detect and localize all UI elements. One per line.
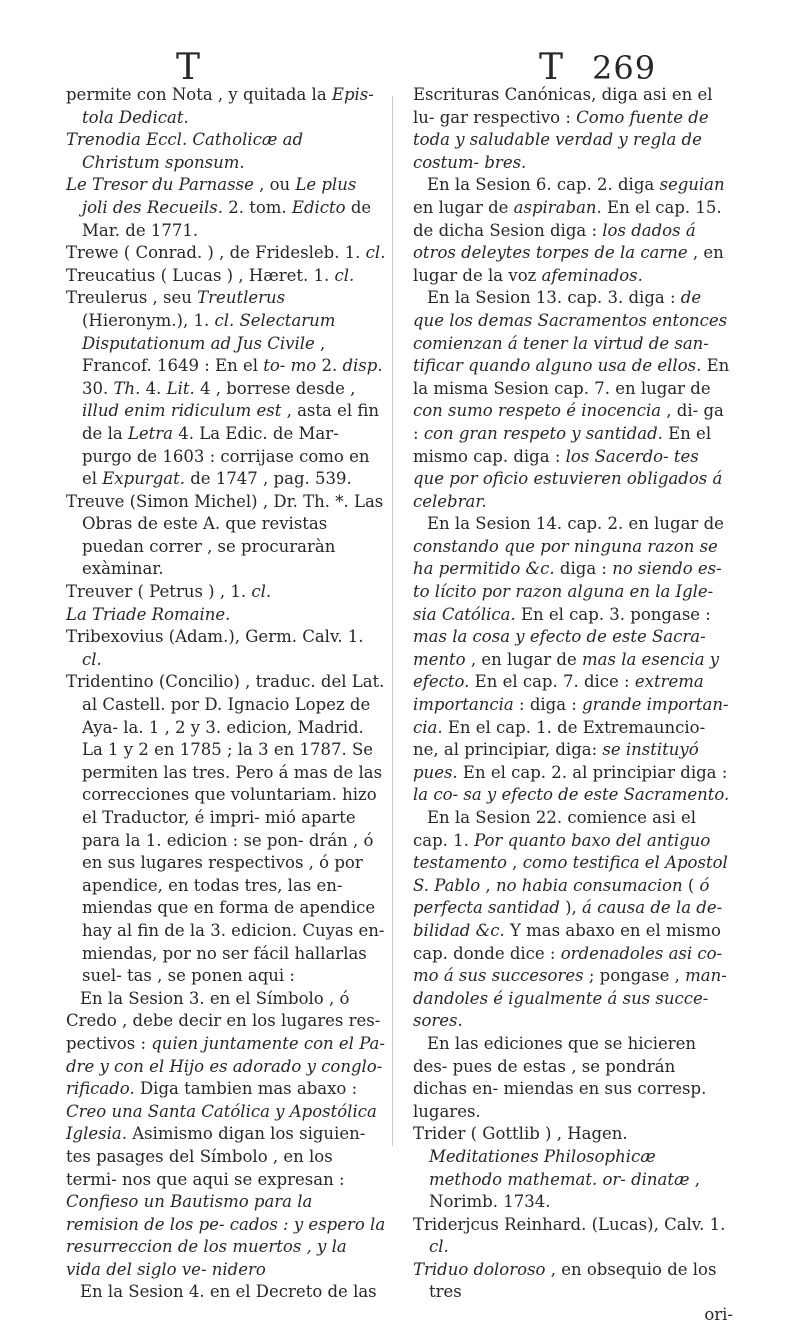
text-run: En la Sesion 22. comience asi el cap. 1. [413, 808, 696, 850]
italic-text: illud enim ridiculum est [82, 401, 282, 421]
text-run: , en obsequio de los tres [429, 1259, 717, 1302]
italic-text: los dados á otros deleytes torpes de la carne [413, 220, 696, 263]
paragraph [66, 129, 386, 174]
column-divider [392, 96, 393, 1146]
italic-text: mo [290, 356, 317, 376]
italic-text: Confieso un Bautismo para la remision de los pe- cados : y espero la resurreccion de los muertos , y la vida del siglo ve- nidero [66, 1192, 386, 1279]
text-run: Treuver ( Petrus ) , 1. [66, 582, 252, 602]
italic-text: Como fuente de toda y saludable verdad y regla de costum- bres. [413, 107, 709, 172]
text-run: , di- ga : [413, 401, 724, 443]
page-number: 269 [592, 49, 657, 87]
italic-text: con sumo respeto é inocencia [413, 401, 662, 421]
italic-text: cl. [82, 649, 102, 669]
text-run: Treucatius ( Lucas ) , Hæret. 1. [66, 265, 335, 285]
italic-text: Por quanto baxo del antiguo testamento [413, 830, 711, 873]
paragraph [413, 174, 733, 287]
italic-text: los Sacerdo- tes que por oficio estuvieren obligados á celebrar. [413, 446, 723, 511]
italic-text: Treutlerus [197, 288, 286, 308]
text-run: ( [682, 875, 700, 895]
italic-text: Trenodia Eccl. Catholicæ ad Christum sponsum. [66, 130, 304, 172]
text-run: En la misma Sesion cap. 7. en lugar de [413, 356, 730, 398]
paragraph [413, 1033, 733, 1123]
italic-text: se instituyó pues. [413, 740, 699, 782]
text-run: Treuve (Simon Michel) , Dr. Th. *. Las Obras de este A. que revistas puedan correr , se procuraràn exàminar. [66, 491, 384, 579]
italic-text: Epis- [331, 85, 374, 104]
right-text-column [413, 84, 733, 1327]
text-run: En la Sesion 4. en el Decreto de las [80, 1282, 377, 1302]
text-run: , en lugar de la voz [413, 243, 724, 285]
text-run: En el cap. 1. de Extremauncio- ne, al principiar, diga: [413, 717, 706, 760]
italic-text: Triduo doloroso [413, 1259, 546, 1279]
text-run: 30. [82, 378, 114, 398]
text-run: en lugar de [413, 197, 514, 217]
text-run: En el cap. 2. al principiar diga : [457, 762, 728, 782]
text-run: , [480, 875, 496, 895]
text-run: Trewe ( Conrad. ) , de Fridesleb. 1. [66, 243, 366, 263]
italic-text: á causa de la de- bilidad &c. [413, 898, 723, 940]
text-run: Tridentino (Concilio) , traduc. del Lat. al Castell. por D. Ignacio Lopez de Aya- la. 1 , 2 y 3. edicion, Madrid. La 1 y 2 en 1785 ; la 3 en 1787. Se permiten las tres. Pero á mas de las correcciones que voluntariam. hizo el Traductor, é impri- mió aparte para la 1. edicion : se pon- drán , ó en sus lugares respectivos , ó por apendice, en todas tres, las en- miendas que en forma de apendice hay al fin de la 3. edicion. Cuyas en- miendas, por no ser fácil hallarlas suel- tas , se ponen aqui : [66, 672, 385, 986]
italic-text: constando que por ninguna razon se ha permitido &c. [413, 536, 718, 579]
italic-text: cl. [334, 265, 355, 285]
italic-text: Lit. [166, 378, 195, 398]
italic-text: no habia consumacion [495, 875, 683, 895]
italic-text: to- [263, 356, 286, 376]
paragraph [66, 287, 386, 490]
text-run: En el mismo cap. diga : [413, 423, 712, 466]
paragraph [66, 626, 386, 671]
text-run: En la Sesion 6. cap. 2. diga [427, 175, 660, 195]
text-run: , [506, 853, 523, 873]
paragraph [66, 604, 386, 627]
text-run: En el cap. 15. de dicha Sesion diga : [413, 197, 722, 240]
italic-text: La Triade Romaine. [66, 604, 231, 624]
italic-text: Expurgat. [102, 469, 185, 489]
paragraph [413, 84, 733, 174]
text-run: , ou [253, 175, 296, 195]
text-run: 2. [316, 356, 343, 376]
text-run: , Norimb. 1734. [429, 1169, 701, 1212]
paragraph [66, 1281, 386, 1304]
italic-text: Th. [113, 378, 141, 398]
paragraph [413, 1259, 733, 1304]
paragraph [66, 491, 386, 581]
text-run: ; pongase , [583, 966, 686, 986]
text-run: 4. La Edic. de Mar- purgo de 1603 : corrijase como en el [82, 423, 370, 489]
paragraph [66, 671, 386, 987]
text-run: Treulerus , seu [66, 288, 198, 308]
italic-text: man- dandoles é igualmente á sus succe- sores. [413, 966, 727, 1031]
italic-text: Creo una Santa Católica y Apostólica Iglesia. [66, 1101, 377, 1144]
text-run: En la Sesion 13. cap. 3. diga : [427, 288, 681, 308]
paragraph [66, 242, 386, 265]
text-run: Triderjcus Reinhard. (Lucas), Calv. 1. [413, 1214, 726, 1234]
paragraph [66, 265, 386, 288]
italic-text: aspiraban. [513, 197, 602, 217]
italic-text: cl. [365, 243, 386, 263]
text-run: Diga tambien mas abaxo : [134, 1079, 358, 1099]
text-run: de Mar. de 1771. [82, 197, 372, 240]
left-column-letter: T [176, 47, 202, 88]
text-run: 4. [140, 378, 167, 398]
text-run: En las ediciones que se hicieren des- pues de estas , se pondrán dichas en- miendas en sus corresp. lugares. [413, 1033, 707, 1121]
text-run: En la Sesion 3. en el Símbolo , ó Credo , debe decir en los lugares res- pectivos : [66, 988, 381, 1053]
italic-text: cl. [429, 1237, 449, 1257]
italic-text: Edicto [291, 197, 346, 217]
italic-text: afeminados. [541, 265, 643, 285]
text-run: , Francof. 1649 : En el [82, 333, 326, 376]
italic-text: Letra [127, 423, 174, 443]
text-run: de 1747 , pag. 539. [185, 469, 352, 489]
text-run: , en lugar de [465, 649, 582, 669]
italic-text: Le plus joli des Recueils. [82, 175, 357, 217]
paragraph [413, 287, 733, 513]
left-text-column [66, 84, 386, 1304]
italic-text: cl. Selectarum Disputationum ad Jus Civile [82, 310, 336, 353]
paragraph [66, 988, 386, 1282]
italic-text: mas la esencia y efecto. [413, 649, 720, 692]
right-column-letter: T [539, 47, 565, 88]
italic-text: seguian [659, 175, 725, 195]
text-run: En la Sesion 14. cap. 2. en lugar de [427, 514, 724, 534]
italic-text: extrema importancia [413, 672, 704, 715]
italic-text: quien juntamente con el Pa- dre y con el Hijo es adorado y conglo- rificado. [66, 1033, 385, 1099]
italic-text: con gran respeto y santidad. [423, 423, 663, 443]
italic-text: ordenadoles asi co- mo á sus succesores [413, 943, 723, 986]
paragraph [66, 174, 386, 242]
paragraph [413, 807, 733, 1033]
running-header [0, 28, 800, 88]
text-run: : diga : [513, 695, 583, 715]
text-run: 4 , borrese desde , [194, 378, 356, 398]
paragraph [413, 1214, 733, 1259]
text-run: Trider ( Gottlib ) , Hagen. [413, 1124, 628, 1144]
text-run: diga : [554, 559, 613, 579]
text-run: Y mas abaxo en el mismo cap. donde dice : [413, 920, 721, 963]
text-run: 2. tom. [222, 197, 292, 217]
paragraph [413, 1123, 733, 1213]
italic-text: ó perfecta santidad [413, 875, 710, 918]
italic-text: cl. [251, 582, 272, 602]
italic-text: tola Dedicat. [82, 107, 189, 127]
text-run: (Hieronym.), 1. [82, 310, 215, 330]
text-run: permite con Nota , y quitada la [66, 85, 332, 104]
italic-text: Le Tresor du Parnasse [66, 175, 254, 195]
italic-text: grande importan- cia. [413, 695, 729, 737]
text-run: En el cap. 3. pongase : [515, 604, 711, 624]
italic-text: no siendo es- to lícito por razon alguna en la Igle- sia Católica. [413, 559, 722, 624]
paragraph [66, 581, 386, 604]
italic-text: como testifica el Apostol S. Pablo [413, 853, 728, 895]
text-run: Asimismo digan los siguien- tes pasages del Símbolo , en los termi- nos que aqui se expresan : [66, 1124, 366, 1189]
italic-text: la co- sa y efecto de este Sacramento. [413, 785, 730, 805]
italic-text: de que los demas Sacramentos entonces comienzan á tener la virtud de san- tificar quando alguno usa de ellos. [413, 288, 728, 376]
paragraph [413, 513, 733, 807]
italic-text: Meditationes Philosophicæ methodo mathemat. or- dinatæ [429, 1146, 690, 1189]
catchword: ori- [704, 1305, 733, 1325]
text-run: Escrituras Canónicas, diga asi en el lu- gar respectivo : [413, 85, 713, 127]
italic-text: disp. [342, 356, 383, 376]
paragraph [66, 84, 386, 129]
text-run: , asta el fin de la [82, 401, 380, 443]
text-run: En el cap. 7. dice : [469, 672, 635, 692]
text-run: Tribexovius (Adam.), Germ. Calv. 1. [66, 627, 364, 647]
text-run: ), [559, 898, 583, 918]
italic-text: mas la cosa y efecto de este Sacra- mento [413, 627, 706, 669]
